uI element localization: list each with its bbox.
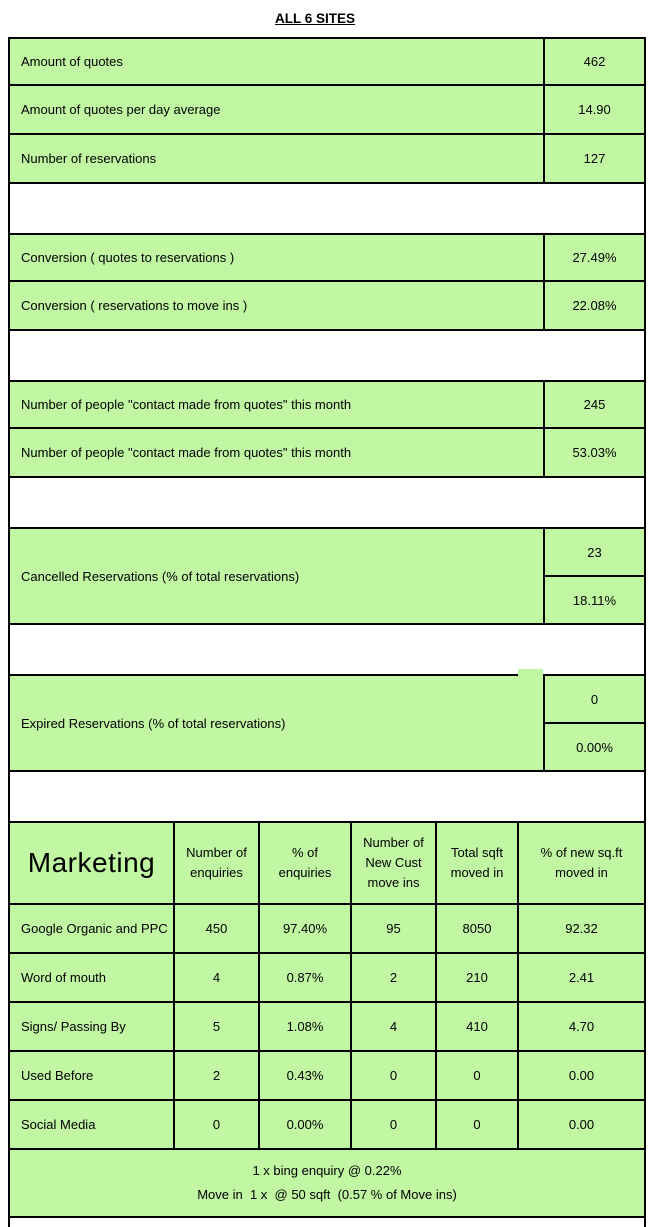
stat-row-amount-of-quotes: [10, 39, 644, 86]
column-header-move-ins: Number of New Cust move ins: [350, 823, 435, 903]
stat-label: Number of people "contact made from quotes" this month: [21, 445, 352, 460]
stat-label: Number of people "contact made from quotes" this month: [21, 397, 352, 412]
column-header-total-sqft: Total sqft moved in: [435, 823, 517, 903]
cell-percent-enquiries: 0.00%: [258, 1101, 350, 1148]
spacer-row: [10, 331, 644, 380]
column-header-enquiries: Number of enquiries: [173, 823, 258, 903]
stat-label: Amount of quotes per day average: [21, 102, 221, 117]
table-row-google: [10, 905, 644, 954]
value-stack: [543, 676, 644, 770]
cell-percent-enquiries: 1.08%: [258, 1003, 350, 1050]
cell-total-sqft: 0: [435, 1101, 517, 1148]
table-row-social-media: [10, 1101, 644, 1150]
cell-total-sqft: 0: [435, 1052, 517, 1099]
stat-label: Expired Reservations (% of total reservations): [21, 715, 286, 731]
table-row-word-of-mouth: [10, 954, 644, 1003]
stat-value: 127: [543, 135, 644, 182]
cell-percent-sqft: 0.00: [517, 1052, 644, 1099]
stat-row-conversion-reservations: [10, 282, 644, 331]
spacer-row: [10, 625, 644, 674]
cell-move-ins: 0: [350, 1101, 435, 1148]
stat-label: Conversion ( quotes to reservations ): [21, 250, 235, 265]
stat-value-count: 0: [545, 676, 644, 724]
marketing-header-row: [10, 823, 644, 905]
cell-move-ins: 95: [350, 905, 435, 952]
contact-section: [10, 380, 644, 478]
stat-value: 14.90: [543, 86, 644, 133]
stat-value-percent: 0.00%: [576, 739, 613, 755]
marketing-table: [10, 821, 644, 1218]
stat-row-quotes-per-day: [10, 86, 644, 135]
stat-value: 462: [543, 39, 644, 84]
stat-row-conversion-quotes: [10, 235, 644, 282]
cell-percent-sqft: 92.32: [517, 905, 644, 952]
cell-enquiries: 450: [173, 905, 258, 952]
spacer-row: [10, 772, 644, 821]
cell-percent-enquiries: 97.40%: [258, 905, 350, 952]
stat-value: 27.49%: [543, 235, 644, 280]
cell-total-sqft: 410: [435, 1003, 517, 1050]
page-title: ALL 6 SITES: [274, 11, 356, 26]
cell-total-sqft: 210: [435, 954, 517, 1001]
cell-percent-enquiries: 0.43%: [258, 1052, 350, 1099]
marketing-title: Marketing: [27, 847, 156, 878]
table-row-used-before: [10, 1052, 644, 1101]
column-header-percent-enquiries: % of enquiries: [258, 823, 350, 903]
cell-percent-sqft: 0.00: [517, 1101, 644, 1148]
row-label: Word of mouth: [21, 969, 107, 985]
cell-total-sqft: 8050: [435, 905, 517, 952]
stat-row-contact-percent: [10, 429, 644, 478]
expired-reservations-section: [10, 674, 644, 772]
stat-value-count: 23: [545, 529, 644, 577]
stat-row-contact-count: [10, 382, 644, 429]
row-label: Used Before: [21, 1067, 94, 1083]
stat-value: 53.03%: [543, 429, 644, 476]
quotes-section: [10, 37, 644, 184]
conversion-section: [10, 233, 644, 331]
stat-value: 22.08%: [543, 282, 644, 329]
report-table: [8, 37, 646, 1227]
border-gap-artifact: [518, 669, 543, 679]
column-header-percent-sqft: % of new sq.ft moved in: [517, 823, 644, 903]
cell-enquiries: 2: [173, 1052, 258, 1099]
cell-percent-sqft: 4.70: [517, 1003, 644, 1050]
spacer-row: [10, 184, 644, 233]
stat-label: Number of reservations: [21, 151, 157, 166]
stat-label: Cancelled Reservations (% of total reservations): [21, 568, 300, 584]
footnote-line-bing: 1 x bing enquiry @ 0.22%: [252, 1163, 402, 1178]
row-label: Social Media: [21, 1116, 96, 1132]
cell-move-ins: 0: [350, 1052, 435, 1099]
spacer-row: [10, 478, 644, 527]
value-stack: [543, 529, 644, 623]
cell-percent-sqft: 2.41: [517, 954, 644, 1001]
table-row-signs: [10, 1003, 644, 1052]
row-label: Google Organic and PPC: [21, 920, 168, 936]
marketing-footnote: [10, 1150, 644, 1218]
stat-label: Conversion ( reservations to move ins ): [21, 298, 248, 313]
cell-move-ins: 2: [350, 954, 435, 1001]
cell-enquiries: 4: [173, 954, 258, 1001]
footnote-line-move-in: Move in 1 x @ 50 sqft (0.57 % of Move ins): [197, 1187, 457, 1202]
cancelled-reservations-section: [10, 527, 644, 625]
cell-percent-enquiries: 0.87%: [258, 954, 350, 1001]
row-label: Signs/ Passing By: [21, 1018, 126, 1034]
partial-next-row: [10, 1218, 644, 1227]
stat-row-reservations: [10, 135, 644, 184]
stat-value-percent: 18.11%: [572, 592, 617, 608]
cell-enquiries: 0: [173, 1101, 258, 1148]
cell-move-ins: 4: [350, 1003, 435, 1050]
cell-enquiries: 5: [173, 1003, 258, 1050]
stat-label: Amount of quotes: [21, 54, 123, 69]
stat-value: 245: [543, 382, 644, 427]
